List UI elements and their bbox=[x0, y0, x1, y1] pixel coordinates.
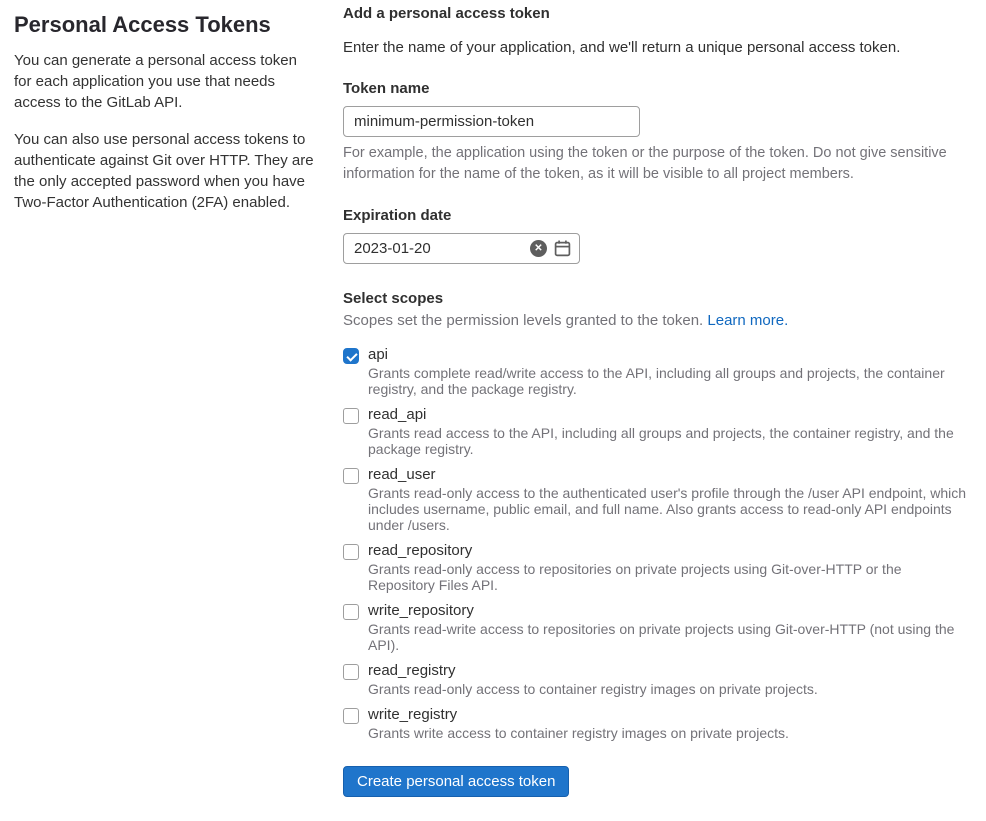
scope-body bbox=[368, 541, 968, 593]
expiration-date-input[interactable] bbox=[344, 240, 530, 257]
scope-description: Grants complete read/write access to the API, including all groups and projects, the container registry, and the package registry. bbox=[368, 365, 945, 397]
scope-row bbox=[343, 661, 970, 697]
scope-row bbox=[343, 601, 970, 653]
select-scopes-label: Select scopes bbox=[343, 290, 444, 307]
scope-body bbox=[368, 465, 968, 533]
intro-paragraph-2: You can also use personal access tokens to authenticate against Git over HTTP. They are the only accepted password when you have Two-Factor Authentication (2FA) enabled. bbox=[14, 131, 314, 212]
scope-checkbox[interactable] bbox=[343, 348, 359, 364]
scope-row bbox=[343, 345, 970, 397]
scope-name[interactable]: write_repository bbox=[368, 602, 474, 619]
scope-body bbox=[368, 601, 968, 653]
scope-body bbox=[368, 405, 968, 457]
scope-description: Grants read-only access to the authenticated user's profile through the /user API endpoint, which includes username, public email, and full name. Also grants access to read-only API endpoints under /users. bbox=[368, 485, 967, 533]
scope-description: Grants read-write access to repositories on private projects using Git-over-HTTP (not using the API). bbox=[368, 621, 955, 653]
expiration-date-label: Expiration date bbox=[343, 207, 452, 224]
scope-checkbox[interactable] bbox=[343, 708, 359, 724]
scope-description: Grants read-only access to container registry images on private projects. bbox=[368, 681, 818, 697]
form-subheading: Enter the name of your application, and we'll return a unique personal access token. bbox=[343, 39, 901, 56]
calendar-icon[interactable] bbox=[554, 240, 571, 257]
scope-checkbox[interactable] bbox=[343, 604, 359, 620]
scope-checkbox[interactable] bbox=[343, 664, 359, 680]
token-name-input[interactable] bbox=[343, 106, 640, 137]
scopes-help-sentence: Scopes set the permission levels granted to the token. bbox=[343, 312, 704, 329]
clear-date-icon[interactable]: ✕ bbox=[530, 240, 547, 257]
scope-name[interactable]: read_repository bbox=[368, 542, 473, 559]
expiration-date-field bbox=[343, 233, 580, 264]
scope-body bbox=[368, 345, 968, 397]
learn-more-link[interactable]: Learn more. bbox=[707, 312, 789, 329]
scope-row bbox=[343, 465, 970, 533]
page-title: Personal Access Tokens bbox=[14, 12, 271, 37]
scope-name[interactable]: read_user bbox=[368, 466, 436, 483]
token-name-label: Token name bbox=[343, 80, 430, 97]
form-heading: Add a personal access token bbox=[343, 5, 550, 22]
intro-paragraph-1: You can generate a personal access token for each application you use that needs access to the GitLab API. bbox=[14, 52, 297, 112]
scope-row bbox=[343, 541, 970, 593]
token-name-help: For example, the application using the token or the purpose of the token. Do not give sensitive information for the name of the token, as it will be visible to all project members. bbox=[343, 145, 947, 182]
token-form bbox=[343, 0, 970, 797]
scopes-list bbox=[343, 345, 970, 741]
scope-body bbox=[368, 705, 789, 741]
scope-row bbox=[343, 405, 970, 457]
scope-row bbox=[343, 705, 970, 741]
scopes-help-text bbox=[343, 310, 970, 331]
scope-name[interactable]: api bbox=[368, 346, 389, 363]
scope-checkbox[interactable] bbox=[343, 468, 359, 484]
scope-checkbox[interactable] bbox=[343, 408, 359, 424]
scope-checkbox[interactable] bbox=[343, 544, 359, 560]
scope-body bbox=[368, 661, 818, 697]
scope-description: Grants read access to the API, including all groups and projects, the container registry, and the package registry. bbox=[368, 425, 954, 457]
scope-name[interactable]: read_api bbox=[368, 406, 427, 423]
scope-name[interactable]: read_registry bbox=[368, 662, 456, 679]
create-token-button[interactable]: Create personal access token bbox=[343, 766, 569, 797]
description-column bbox=[14, 0, 343, 797]
scope-description: Grants read-only access to repositories on private projects using Git-over-HTTP or the Repository Files API. bbox=[368, 561, 902, 593]
scope-description: Grants write access to container registry images on private projects. bbox=[368, 725, 789, 741]
scope-name[interactable]: write_registry bbox=[368, 706, 458, 723]
